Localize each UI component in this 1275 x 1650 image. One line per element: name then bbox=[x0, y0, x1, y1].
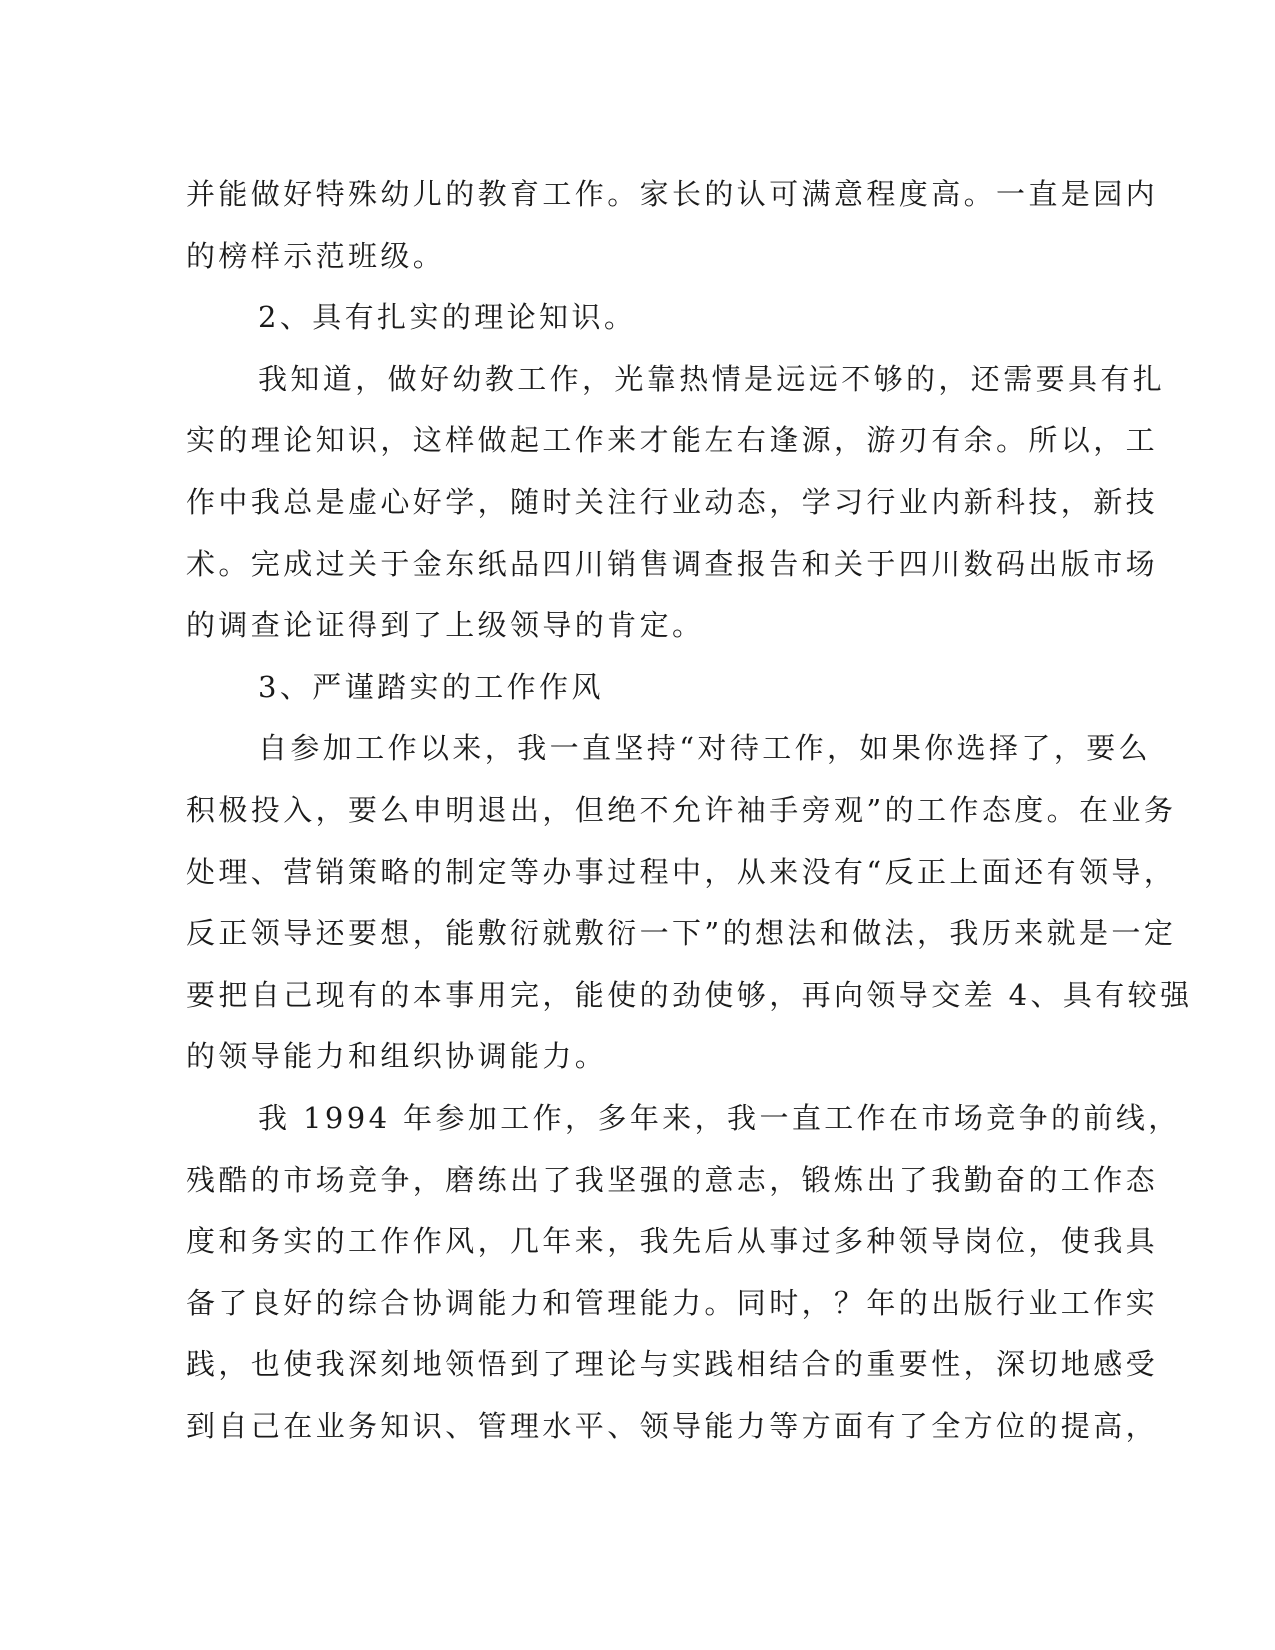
text-line: 备了良好的综合协调能力和管理能力。同时，？年的出版行业工作实 bbox=[186, 1285, 1159, 1320]
text-line: 术。完成过关于金东纸品四川销售调查报告和关于四川数码出版市场 bbox=[186, 546, 1159, 581]
text-line: 积极投入，要么申明退出，但绝不允许袖手旁观”的工作态度。在业务 bbox=[186, 792, 1177, 827]
text-line: 的榜样示范班级。 bbox=[186, 238, 446, 273]
body-text bbox=[186, 164, 1193, 1457]
text-line: 要把自己现有的本事用完，能使的劲使够，再向领导交差 4、具有较强 bbox=[186, 977, 1193, 1012]
text-line: 自参加工作以来，我一直坚持“对待工作，如果你选择了，要么 bbox=[258, 731, 1152, 766]
text-line: 我 1994 年参加工作，多年来，我一直工作在市场竞争的前线， bbox=[258, 1100, 1181, 1135]
text-line: 残酷的市场竞争，磨练出了我坚强的意志，锻炼出了我勤奋的工作态 bbox=[186, 1162, 1159, 1197]
text-line: 的领导能力和组织协调能力。 bbox=[186, 1039, 608, 1074]
text-line: 实的理论知识，这样做起工作来才能左右逢源，游刃有余。所以，工 bbox=[186, 423, 1159, 458]
text-line: 践，也使我深刻地领悟到了理论与实践相结合的重要性，深切地感受 bbox=[186, 1347, 1159, 1382]
text-line: 作中我总是虚心好学，随时关注行业动态，学习行业内新科技，新技 bbox=[186, 484, 1159, 519]
text-line: 的调查论证得到了上级领导的肯定。 bbox=[186, 608, 705, 643]
text-line: 反正领导还要想，能敷衍就敷衍一下”的想法和做法，我历来就是一定 bbox=[186, 916, 1177, 951]
text-line: 我知道，做好幼教工作，光靠热情是远远不够的，还需要具有扎 bbox=[258, 361, 1166, 396]
text-line: 处理、营销策略的制定等办事过程中，从来没有“反正上面还有领导， bbox=[186, 854, 1177, 889]
text-line: 并能做好特殊幼儿的教育工作。家长的认可满意程度高。一直是园内 bbox=[186, 177, 1159, 211]
text-line: 度和务实的工作作风，几年来，我先后从事过多种领导岗位，使我具 bbox=[186, 1224, 1159, 1259]
text-line: 到自己在业务知识、管理水平、领导能力等方面有了全方位的提高， bbox=[186, 1408, 1159, 1443]
text-line: 3、严谨踏实的工作作风 bbox=[258, 669, 604, 704]
text-line: 2、具有扎实的理论知识。 bbox=[258, 300, 637, 335]
